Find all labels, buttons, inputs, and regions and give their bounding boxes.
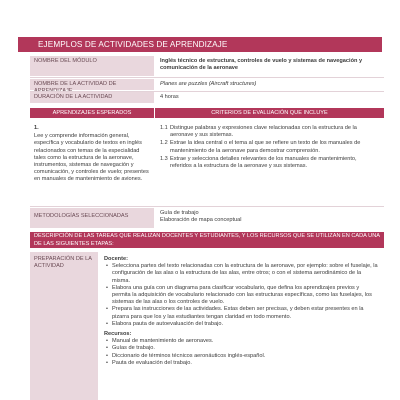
preparacion-row: [30, 252, 384, 400]
band-left-label: APRENDIZAJES ESPERADOS: [30, 108, 154, 118]
modulo-row: [30, 56, 384, 76]
criterios-cell: [154, 122, 384, 204]
section-header: EJEMPLOS DE ACTIVIDADES DE APRENDIZAJE: [18, 37, 382, 52]
criterio-number: 1.2: [160, 140, 168, 147]
duracion-value: 4 horas: [160, 94, 179, 100]
docente-list: [104, 263, 378, 328]
band-right-label: CRITERIOS DE EVALUACIÓN QUE INCLUYE: [154, 108, 384, 118]
metodologia-item: Guía de trabajo: [160, 210, 199, 216]
duracion-row: [30, 92, 384, 103]
actividad-value: Planes are puzzles (Aircraft structures): [160, 81, 257, 87]
metodologias-row: [30, 208, 384, 228]
criterio-text: Extrae y selecciona detalles relevantes de los manuales de mantenimiento, referidos a la estructura de la aeronave y sus sistemas.: [170, 155, 357, 170]
recursos-list: [104, 338, 378, 367]
recursos-title: Recursos:: [104, 331, 132, 338]
criterio-item: [160, 125, 378, 139]
criterio-text: Extrae la idea central o el tema al que se refiere un texto de los manuales de mantenimiento de la aeronave para demostrar comprensión.: [170, 140, 361, 154]
divider: [30, 77, 384, 78]
preparacion-label: PREPARACIÓN DE LA ACTIVIDAD: [30, 252, 98, 400]
aprendizaje-row: [30, 122, 384, 204]
docente-title: Docente:: [104, 256, 128, 262]
aprendizaje-text: Lee y comprende información general, específica y vocabulario de textos en inglés relacionados con temas de la especialidad tales como la estructura de la aeronave, instrumentos, sistemas de navegación y comunicación, y controles de vuelo; presentes en manuales de mantenimiento de aviones.: [34, 133, 149, 183]
duracion-label: DURACIÓN DE LA ACTIVIDAD: [30, 92, 154, 103]
list-item: • Elabora pauta de autoevaluación del trabajo.: [112, 321, 378, 328]
list-item: • Elabora una guía con un diagrama para clasificar vocabulario, que defina los aprendizajes previos y permita la adquisición de vocabulario relacionado con las estructuras específicas, como las fuselajes, los sistemas de las alas o los controles de vuelo.: [112, 285, 378, 307]
list-item: • Guías de trabajo.: [112, 345, 378, 352]
aprendizaje-cell: [30, 122, 154, 204]
metodologias-label: METODOLOGÍAS SELECCIONADAS: [30, 208, 154, 228]
criterio-item: [160, 156, 378, 170]
list-item: • Pauta de evaluación del trabajo.: [112, 360, 378, 367]
actividad-row: [30, 79, 384, 90]
divider: [30, 206, 384, 207]
aprendizajes-band: [30, 108, 384, 118]
criterio-number: 1.1: [160, 125, 168, 131]
aprendizaje-number: 1.: [34, 125, 39, 131]
modulo-value: Inglés técnico de estructura, controles de vuelo y sistemas de navegación y comunicación de la aeronave: [160, 58, 363, 71]
list-item: • Selecciona partes del texto relacionadas con la estructura de la aeronave, por ejemplo: sobre el fuselaje, la configuración de las alas o la estructura de las alas, entre otros; o con el sistema aerodinámico de la misma.: [112, 263, 378, 285]
list-item: • Prepara las instrucciones de las actividades. Estas deben ser precisas, y deben estar presentes en la pizarra para que los y las estudiantes tengan claridad en todo momento.: [112, 306, 378, 320]
criterio-item: [160, 140, 378, 154]
metodologia-item: Elaboración de mapa conceptual: [160, 217, 242, 223]
criterio-number: 1.3: [160, 155, 168, 162]
list-item: • Diccionario de términos técnicos aeronáuticos inglés-español.: [112, 353, 378, 360]
list-item: • Manual de mantenimiento de aeronaves.: [112, 338, 378, 345]
metodologias-values: [154, 208, 384, 228]
criterio-text: Distingue palabras y expresiones clave relacionadas con la estructura de la aeronave y sus sistemas.: [170, 125, 357, 139]
descripcion-header: DESCRIPCIÓN DE LAS TAREAS QUE REALIZAN DOCENTES Y ESTUDIANTES, Y LOS RECURSOS QUE SE UTILIZAN EN CADA UNA DE LAS SIGUIENTES ETAPAS:: [30, 232, 384, 248]
modulo-label: NOMBRE DEL MÓDULO: [30, 56, 154, 76]
preparacion-content: [98, 252, 384, 400]
actividad-label: NOMBRE DE LA ACTIVIDAD DE: [30, 79, 154, 90]
